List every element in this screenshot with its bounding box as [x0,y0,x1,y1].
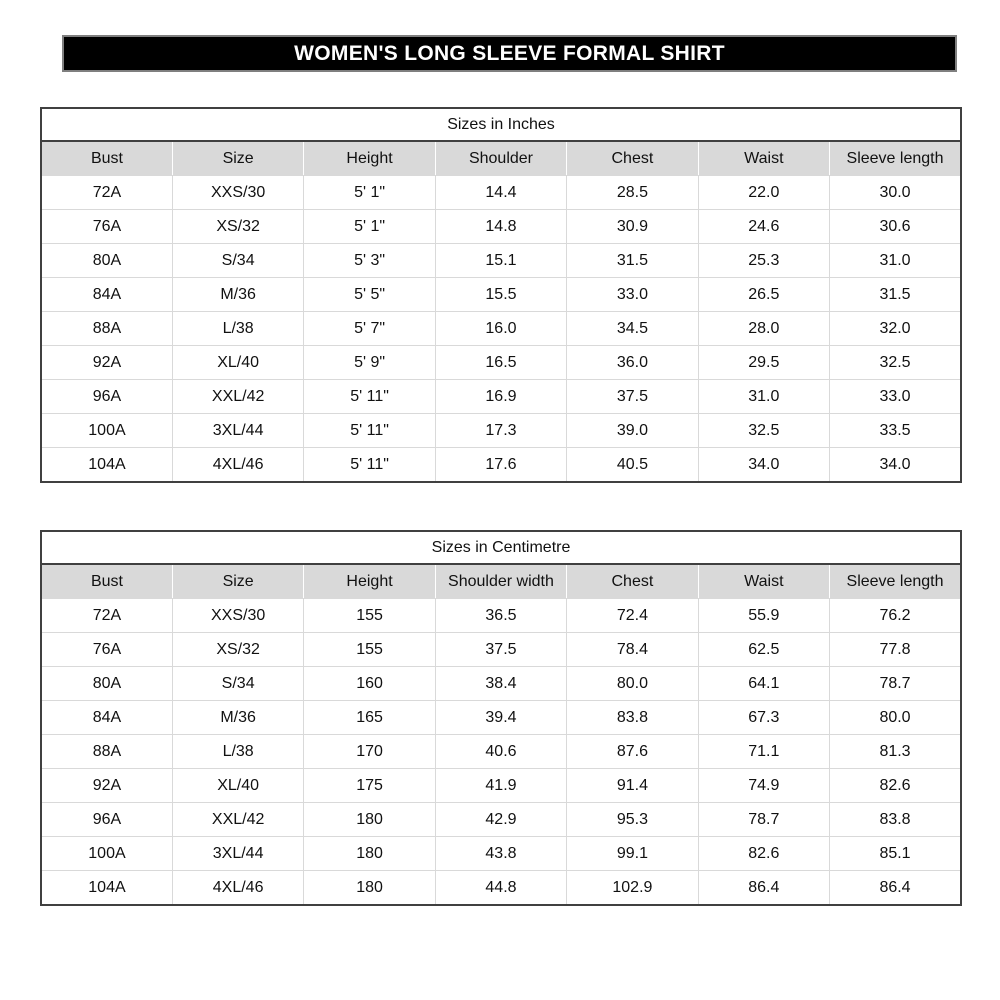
table-cell: 5' 11" [304,448,435,483]
table-cell: XXS/30 [172,176,303,210]
table-cell: 76A [41,210,172,244]
table-cell: 62.5 [698,633,829,667]
table-row [41,871,961,906]
table-cell: 17.6 [435,448,566,483]
table-cell: 32.5 [830,346,961,380]
table-cell: 100A [41,837,172,871]
table-cell: XL/40 [172,346,303,380]
table-cell: 104A [41,448,172,483]
table-cell: 4XL/46 [172,448,303,483]
table-cell: M/36 [172,701,303,735]
table-cell: 37.5 [567,380,698,414]
table-cell: 36.5 [435,599,566,633]
table-cell: 100A [41,414,172,448]
column-header: Shoulder [435,141,566,176]
table-cell: 72A [41,176,172,210]
table-cell: 30.6 [830,210,961,244]
table-cell: 95.3 [567,803,698,837]
table-cell: 5' 1" [304,176,435,210]
table-cell: 80A [41,244,172,278]
table-cell: XXS/30 [172,599,303,633]
table-cell: 84A [41,278,172,312]
page-title-banner [62,35,957,72]
table-cell: 5' 11" [304,380,435,414]
table-cell: L/38 [172,735,303,769]
table-cell: 76A [41,633,172,667]
table-cell: 36.0 [567,346,698,380]
table-cell: 85.1 [830,837,961,871]
table-cell: 31.0 [698,380,829,414]
column-header: Chest [567,564,698,599]
table-row [41,803,961,837]
table-cell: 16.5 [435,346,566,380]
table-cell: 4XL/46 [172,871,303,906]
table-cell: 64.1 [698,667,829,701]
table-cell: 39.0 [567,414,698,448]
table-cell: 86.4 [698,871,829,906]
table-cell: 3XL/44 [172,414,303,448]
table-title: Sizes in Centimetre [41,531,961,564]
table-cell: 83.8 [567,701,698,735]
table-cell: 160 [304,667,435,701]
table-cell: 30.0 [830,176,961,210]
table-cell: 77.8 [830,633,961,667]
table-cell: 5' 11" [304,414,435,448]
column-header: Height [304,141,435,176]
table-cell: 88A [41,312,172,346]
table-cell: 16.9 [435,380,566,414]
table-cell: 24.6 [698,210,829,244]
sizes-in-centimetre-table [40,530,962,906]
table-row [41,312,961,346]
table-cell: 81.3 [830,735,961,769]
table-cell: 102.9 [567,871,698,906]
table-body [41,599,961,906]
table-cell: 87.6 [567,735,698,769]
table-cell: 80.0 [567,667,698,701]
table-cell: 28.0 [698,312,829,346]
table-cell: 67.3 [698,701,829,735]
column-header: Sleeve length [830,564,961,599]
table-cell: 5' 3" [304,244,435,278]
table-row [41,633,961,667]
table-cell: 72.4 [567,599,698,633]
table-cell: 71.1 [698,735,829,769]
table-row [41,735,961,769]
table-row [41,278,961,312]
table-cell: L/38 [172,312,303,346]
table-cell: 5' 5" [304,278,435,312]
table-cell: 5' 1" [304,210,435,244]
table-cell: 31.5 [567,244,698,278]
table-cell: 175 [304,769,435,803]
column-header: Chest [567,141,698,176]
table-cell: 22.0 [698,176,829,210]
table-row [41,176,961,210]
table-cell: 78.4 [567,633,698,667]
table-cell: 17.3 [435,414,566,448]
table-cell: 34.0 [698,448,829,483]
table-cell: 84A [41,701,172,735]
table-cell: XXL/42 [172,803,303,837]
column-header: Shoulder width [435,564,566,599]
table-cell: 37.5 [435,633,566,667]
table-header-row [41,141,961,176]
table-cell: 170 [304,735,435,769]
table-cell: 78.7 [698,803,829,837]
table-cell: 41.9 [435,769,566,803]
table-row [41,769,961,803]
table-cell: 78.7 [830,667,961,701]
table-cell: 180 [304,803,435,837]
table-row [41,599,961,633]
table-cell: 5' 7" [304,312,435,346]
table-cell: 104A [41,871,172,906]
table-cell: 14.4 [435,176,566,210]
table-cell: 92A [41,769,172,803]
table-cell: 15.5 [435,278,566,312]
table-cell: 43.8 [435,837,566,871]
table-cell: 39.4 [435,701,566,735]
table-cell: 32.0 [830,312,961,346]
table-cell: 40.6 [435,735,566,769]
table-cell: 29.5 [698,346,829,380]
table-cell: 42.9 [435,803,566,837]
table-cell: 83.8 [830,803,961,837]
table-cell: 33.0 [830,380,961,414]
column-header: Waist [698,564,829,599]
table-cell: S/34 [172,244,303,278]
table-cell: 155 [304,633,435,667]
table-row [41,414,961,448]
table-cell: 33.5 [830,414,961,448]
table-row [41,837,961,871]
table-row [41,244,961,278]
table-cell: 82.6 [698,837,829,871]
table-title-row [41,531,961,564]
column-header: Sleeve length [830,141,961,176]
table-cell: 25.3 [698,244,829,278]
table-row [41,667,961,701]
table-cell: 31.0 [830,244,961,278]
table-row [41,380,961,414]
table-cell: 26.5 [698,278,829,312]
table-cell: 155 [304,599,435,633]
table-row [41,701,961,735]
column-header: Size [172,564,303,599]
table-cell: XL/40 [172,769,303,803]
table-cell: XXL/42 [172,380,303,414]
table-title-row [41,108,961,141]
table-cell: 96A [41,380,172,414]
table-cell: 82.6 [830,769,961,803]
table-cell: 31.5 [830,278,961,312]
table-cell: 38.4 [435,667,566,701]
column-header: Height [304,564,435,599]
table-cell: 88A [41,735,172,769]
sizes-in-inches-table [40,107,962,483]
table-cell: XS/32 [172,210,303,244]
table-cell: 92A [41,346,172,380]
table-cell: 34.5 [567,312,698,346]
table-cell: 91.4 [567,769,698,803]
table-cell: S/34 [172,667,303,701]
table-cell: 86.4 [830,871,961,906]
table-cell: 74.9 [698,769,829,803]
table-cell: XS/32 [172,633,303,667]
column-header: Bust [41,564,172,599]
table-cell: 80A [41,667,172,701]
table-cell: 80.0 [830,701,961,735]
table-cell: 15.1 [435,244,566,278]
table-body [41,176,961,483]
table-cell: 16.0 [435,312,566,346]
page-title: WOMEN'S LONG SLEEVE FORMAL SHIRT [294,41,725,65]
table-cell: 76.2 [830,599,961,633]
column-header: Bust [41,141,172,176]
column-header: Waist [698,141,829,176]
table-header-row [41,564,961,599]
table-cell: 3XL/44 [172,837,303,871]
table-row [41,210,961,244]
table-cell: 32.5 [698,414,829,448]
table-cell: 55.9 [698,599,829,633]
table-cell: 99.1 [567,837,698,871]
table-cell: 34.0 [830,448,961,483]
table-cell: 33.0 [567,278,698,312]
table-cell: 180 [304,871,435,906]
table-cell: 28.5 [567,176,698,210]
table-cell: 44.8 [435,871,566,906]
table-cell: 5' 9" [304,346,435,380]
table-cell: 72A [41,599,172,633]
table-cell: 30.9 [567,210,698,244]
table-row [41,448,961,483]
table-cell: 180 [304,837,435,871]
table-cell: 40.5 [567,448,698,483]
table-cell: 14.8 [435,210,566,244]
table-cell: 96A [41,803,172,837]
table-title: Sizes in Inches [41,108,961,141]
table-row [41,346,961,380]
column-header: Size [172,141,303,176]
table-cell: 165 [304,701,435,735]
table-cell: M/36 [172,278,303,312]
